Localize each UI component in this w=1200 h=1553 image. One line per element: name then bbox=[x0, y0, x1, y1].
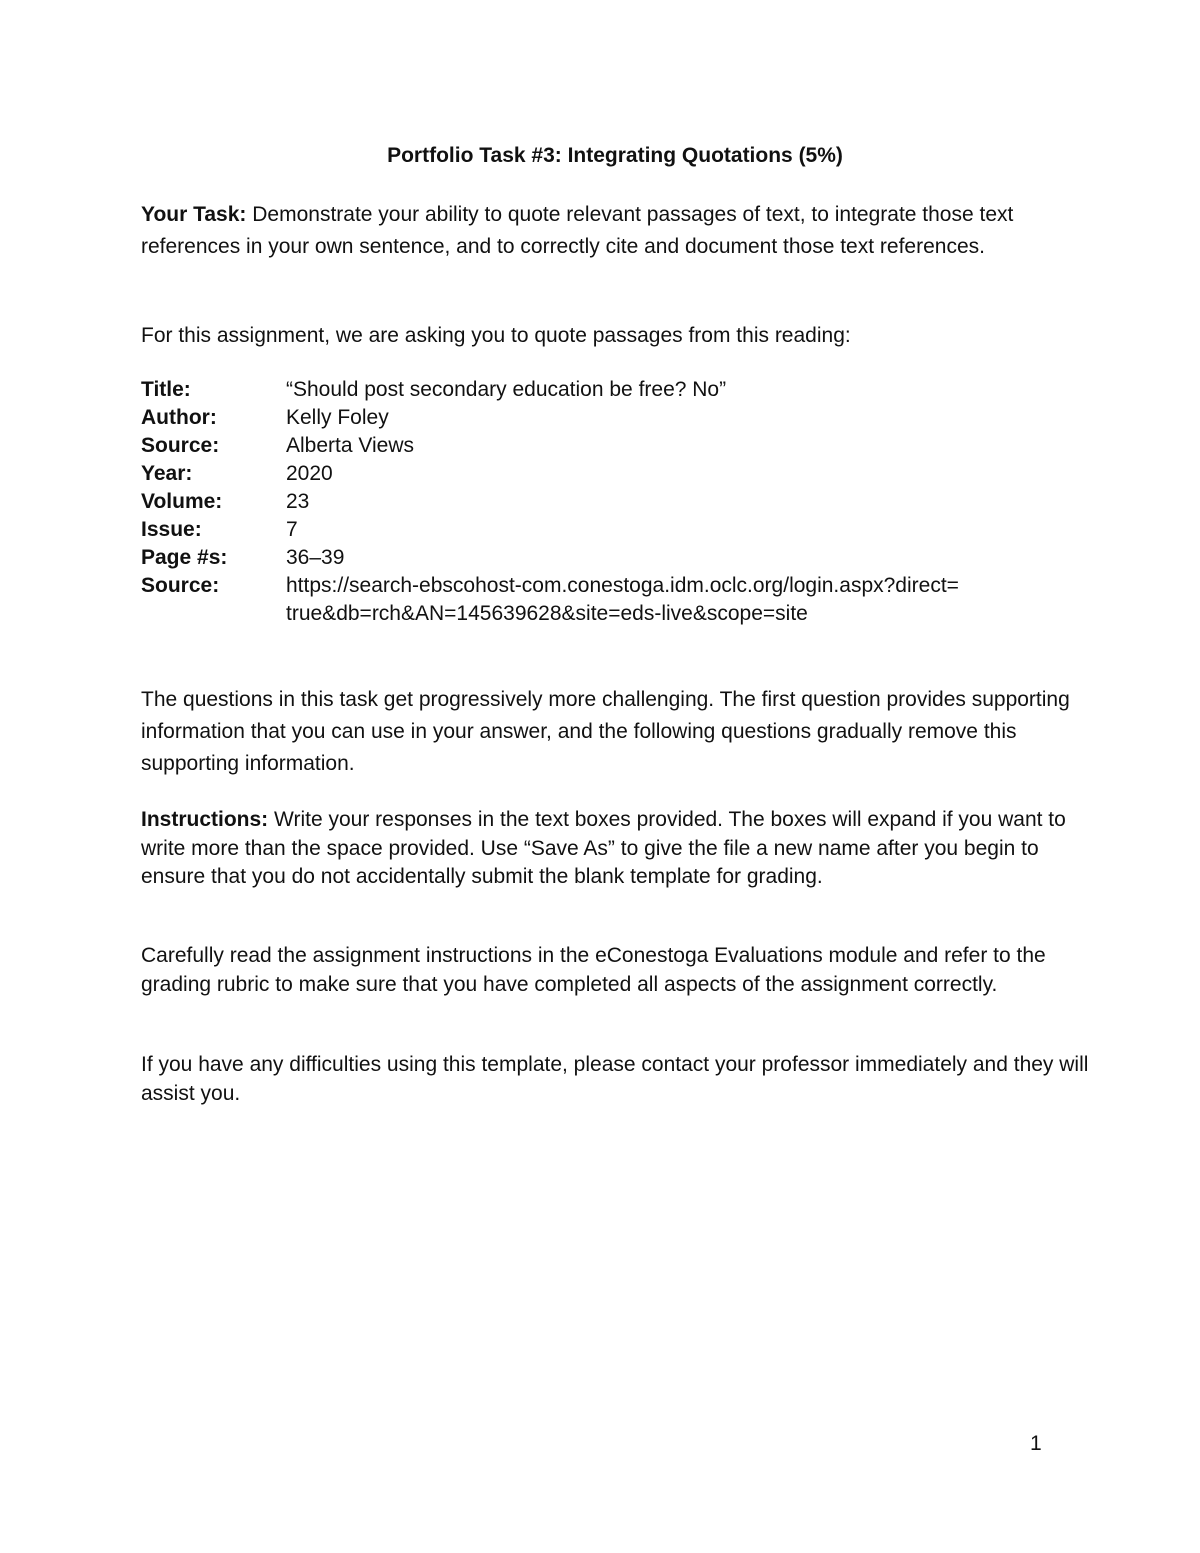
reading-value: Alberta Views bbox=[286, 434, 415, 457]
instructions-text: Write your responses in the text boxes provided. The boxes will expand if you want to write more than the space provided. Use “Save As” to give the file a new name after you begin to ensure that you do not accidentally submit the blank template for grading. bbox=[141, 808, 1066, 888]
page-number: 1 bbox=[1030, 1432, 1042, 1455]
document-title: Portfolio Task #3: Integrating Quotations (5%) bbox=[387, 144, 843, 167]
reading-label: Issue: bbox=[141, 518, 202, 541]
your-task-text: Demonstrate your ability to quote relevant passages of text, to integrate those text references in your own sentence, and to correctly cite and document those text references. bbox=[141, 203, 1014, 258]
reading-row-title bbox=[141, 376, 1101, 404]
reading-row-year bbox=[141, 460, 1101, 488]
reading-intro: For this assignment, we are asking you to quote passages from this reading: bbox=[141, 324, 851, 347]
reading-label: Author: bbox=[141, 406, 217, 429]
difficulties-paragraph: If you have any difficulties using this template, please contact your professor immediately and they will assist you. bbox=[141, 1053, 1089, 1105]
carefully-read-paragraph: Carefully read the assignment instructions in the eConestoga Evaluations module and refer to the grading rubric to make sure that you have completed all aspects of the assignment correctly. bbox=[141, 944, 1046, 996]
reading-row-url bbox=[141, 572, 1101, 628]
instructions-paragraph bbox=[141, 806, 1091, 892]
your-task-paragraph bbox=[141, 199, 1091, 263]
reading-row-pages bbox=[141, 544, 1101, 572]
reading-label: Source: bbox=[141, 434, 220, 457]
reading-label: Source: bbox=[141, 574, 220, 597]
your-task-label: Your Task: bbox=[141, 203, 247, 226]
reading-row-author bbox=[141, 404, 1101, 432]
reading-value: 36–39 bbox=[286, 546, 345, 569]
reading-value: Kelly Foley bbox=[286, 406, 389, 429]
reading-label: Page #s: bbox=[141, 546, 228, 569]
reading-url: https://search-ebscohost-com.conestoga.idm.oclc.org/login.aspx?direct= true&db=rch&AN=145639628&site=eds-live&scope=site bbox=[286, 574, 959, 625]
reading-label: Title: bbox=[141, 378, 191, 401]
progression-paragraph: The questions in this task get progressively more challenging. The first question provides supporting information that you can use in your answer, and the following questions gradually remove this supporting information. bbox=[141, 688, 1070, 775]
reading-details bbox=[141, 376, 1101, 628]
instructions-label: Instructions: bbox=[141, 808, 269, 831]
reading-row-issue bbox=[141, 516, 1101, 544]
reading-row-source bbox=[141, 432, 1101, 460]
reading-value: 2020 bbox=[286, 462, 333, 485]
reading-label: Volume: bbox=[141, 490, 223, 513]
reading-value: 7 bbox=[286, 518, 298, 541]
reading-value: 23 bbox=[286, 490, 310, 513]
reading-row-volume bbox=[141, 488, 1101, 516]
reading-label: Year: bbox=[141, 462, 193, 485]
reading-value: “Should post secondary education be free? No” bbox=[286, 378, 727, 401]
